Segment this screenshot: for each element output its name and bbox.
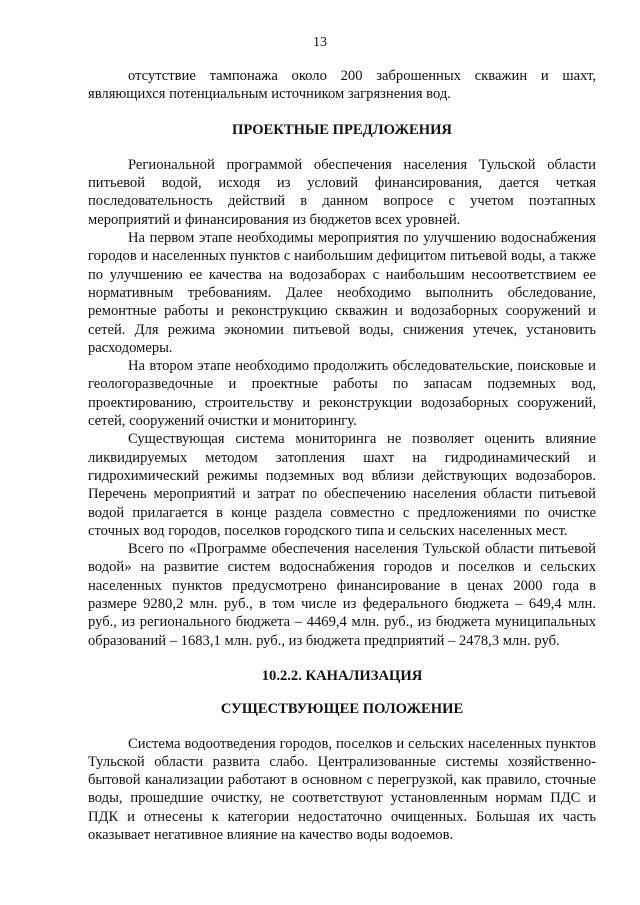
page-number: 13 — [313, 35, 327, 50]
paragraph-existing-1: Система водоотведения городов, поселков и сельских населенных пунктов Тульской области развита слабо. Централизованные системы хозяйственно-бытовой канализации работают в основном с перегрузкой, как правило, сточные воды, прошедшие очистку, не соответствуют установленным нормам ПДС и ПДК и отнесены к категории недостаточно очищенных. Большая их часть оказывает негативное влияние на качество воды водоемов. — [88, 735, 596, 843]
heading-existing-situation: СУЩЕСТВУЮЩЕЕ ПОЛОЖЕНИЕ — [220, 701, 464, 718]
heading-proposals: ПРОЕКТНЫЕ ПРЕДЛОЖЕНИЯ — [232, 121, 452, 138]
heading-section-sewerage: 10.2.2. КАНАЛИЗАЦИЯ — [261, 667, 423, 684]
paragraph-intro: отсутствие тампонажа около 200 заброшенных скважин и шахт, являющихся потенциальным источником загрязнения вод. — [88, 68, 596, 103]
paragraph-proposals-3: На втором этапе необходимо продолжить обследовательские, поисковые и геологоразведочные и проектные работы по запасам подземных вод, проектированию, строительству и реконструкции водозаборных сооружений, сетей, сооружений очистки и мониторингу. — [88, 358, 596, 430]
paragraph-proposals-1: Региональной программой обеспечения населения Тульской области питьевой водой, исходя из условий финансирования, дается четкая последовательность действий в данном вопросе с учетом поэтапных мероприятий и финансирования из бюджетов всех уровней. — [88, 156, 596, 228]
paragraph-proposals-4: Существующая система мониторинга не позволяет оценить влияние ликвидируемых методом затопления шахт на гидродинамический и гидрохимический режимы подземных вод вблизи действующих водозаборов. Перечень мероприятий и затрат по обеспечению населения области питьевой водой прилагается в конце раздела совместно с предложениями по очистке сточных вод городов, поселков городского типа и сельских населенных мест. — [88, 431, 596, 539]
page-content — [88, 67, 596, 844]
paragraph-proposals-5: Всего по «Программе обеспечения населения Тульской области питьевой водой» на развитие систем водоснабжения городов и поселков и сельских населенных пунктов предусмотрено финансирование в ценах 2000 года в размере 9280,2 млн. руб., в том числе из федерального бюджета – 649,4 млн. руб., из регионального бюджета – 4469,4 млн. руб., из бюджета муниципальных образований – 1683,1 млн. руб., из бюджета предприятий – 2478,3 млн. руб. — [88, 541, 596, 649]
paragraph-proposals-2: На первом этапе необходимы мероприятия по улучшению водоснабжения городов и населенных пунктов с наибольшим дефицитом питьевой воды, а также по улучшению ее качества на водозаборах с наибольшим несоответствием ее нормативным требованиям. Далее необходимо выполнить обследование, ремонтные работы и реконструкцию скважин и водозаборных сооружений и сетей. Для режима экономии питьевой воды, снижения утечек, установить расходомеры. — [88, 230, 596, 356]
